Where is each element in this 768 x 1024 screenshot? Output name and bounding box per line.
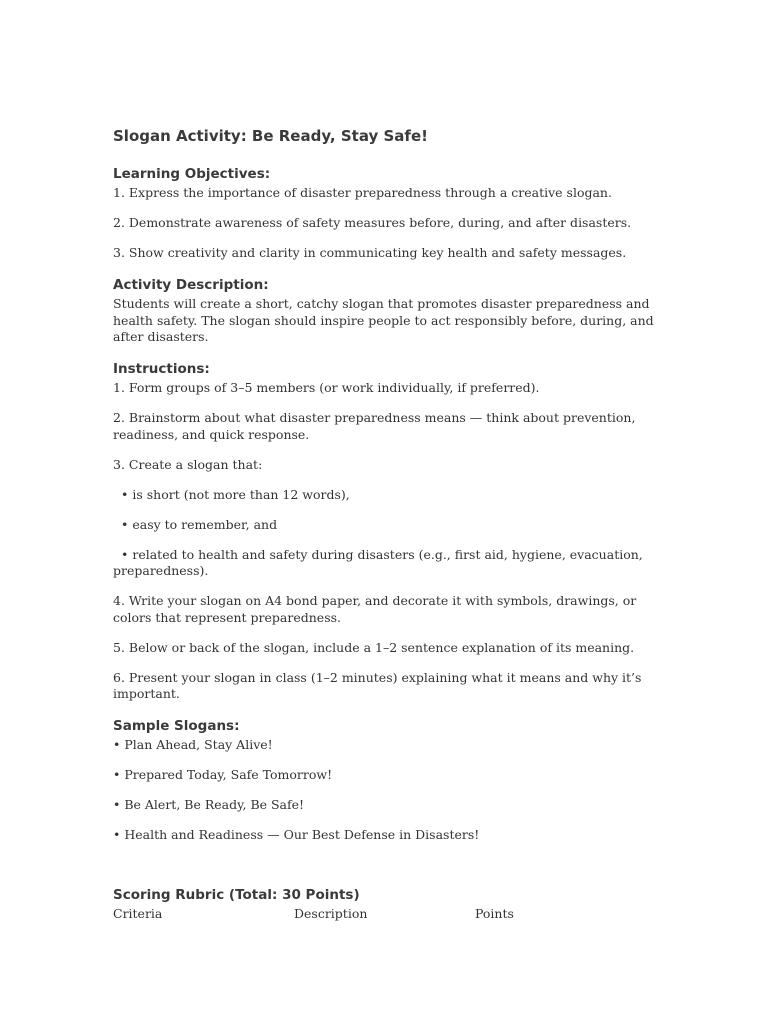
learning-objectives-section xyxy=(113,164,658,262)
document-page xyxy=(113,120,658,923)
objective-item: 3. Show creativity and clarity in communicating key health and safety messages. xyxy=(113,245,627,260)
sample-slogans-section xyxy=(113,716,658,844)
sample-slogan: • Health and Readiness — Our Best Defense in Disasters! xyxy=(113,827,480,842)
objective-item: 1. Express the importance of disaster preparedness through a creative slogan. xyxy=(113,185,612,200)
scoring-rubric-section xyxy=(113,885,658,923)
objective-item: 2. Demonstrate awareness of safety measures before, during, and after disasters. xyxy=(113,215,632,230)
instruction-item: 5. Below or back of the slogan, include a 1–2 sentence explanation of its meaning. xyxy=(113,639,635,655)
sample-slogan: • Plan Ahead, Stay Alive! xyxy=(113,737,273,752)
scoring-rubric-heading: Scoring Rubric (Total: 30 Points) xyxy=(113,887,360,903)
instructions-section xyxy=(113,359,658,703)
instructions-heading: Instructions: xyxy=(113,361,210,377)
rubric-header-row xyxy=(113,906,658,923)
section-spacer xyxy=(113,857,658,885)
learning-objectives-heading: Learning Objectives: xyxy=(113,166,271,182)
instruction-sub-bullet: • is short (not more than 12 words), xyxy=(121,486,350,502)
instruction-item: 3. Create a slogan that: xyxy=(113,456,263,472)
activity-description-text: Students will create a short, catchy slogan that promotes disaster preparedness and health safety. The slogan should inspire people to act responsibly before, during, and after disasters. xyxy=(113,296,654,344)
activity-description-section xyxy=(113,275,658,346)
document-title: Slogan Activity: Be Ready, Stay Safe! xyxy=(113,127,428,145)
instruction-item: 6. Present your slogan in class (1–2 minutes) explaining what it means and why it’s important. xyxy=(113,669,642,701)
instruction-item: 1. Form groups of 3–5 members (or work individually, if preferred). xyxy=(113,380,540,395)
sample-slogans-heading: Sample Slogans: xyxy=(113,718,240,734)
activity-description-heading: Activity Description: xyxy=(113,277,269,293)
instruction-sub-bullet xyxy=(113,547,658,580)
instruction-sub-bullet-text: • related to health and safety during disasters (e.g., first aid, hygiene, evacuation, preparedness). xyxy=(113,546,643,578)
instruction-item: 4. Write your slogan on A4 bond paper, and decorate it with symbols, drawings, or colors that represent preparedness. xyxy=(113,593,637,625)
sample-slogan: • Prepared Today, Safe Tomorrow! xyxy=(113,767,333,782)
instruction-item: 2. Brainstorm about what disaster preparedness means — think about prevention, readiness, and quick response. xyxy=(113,410,636,442)
sample-slogan: • Be Alert, Be Ready, Be Safe! xyxy=(113,797,305,812)
rubric-column-description: Description xyxy=(294,906,368,921)
instruction-sub-bullet: • easy to remember, and xyxy=(121,516,278,532)
rubric-column-criteria: Criteria xyxy=(113,906,163,921)
rubric-column-points: Points xyxy=(475,906,514,921)
